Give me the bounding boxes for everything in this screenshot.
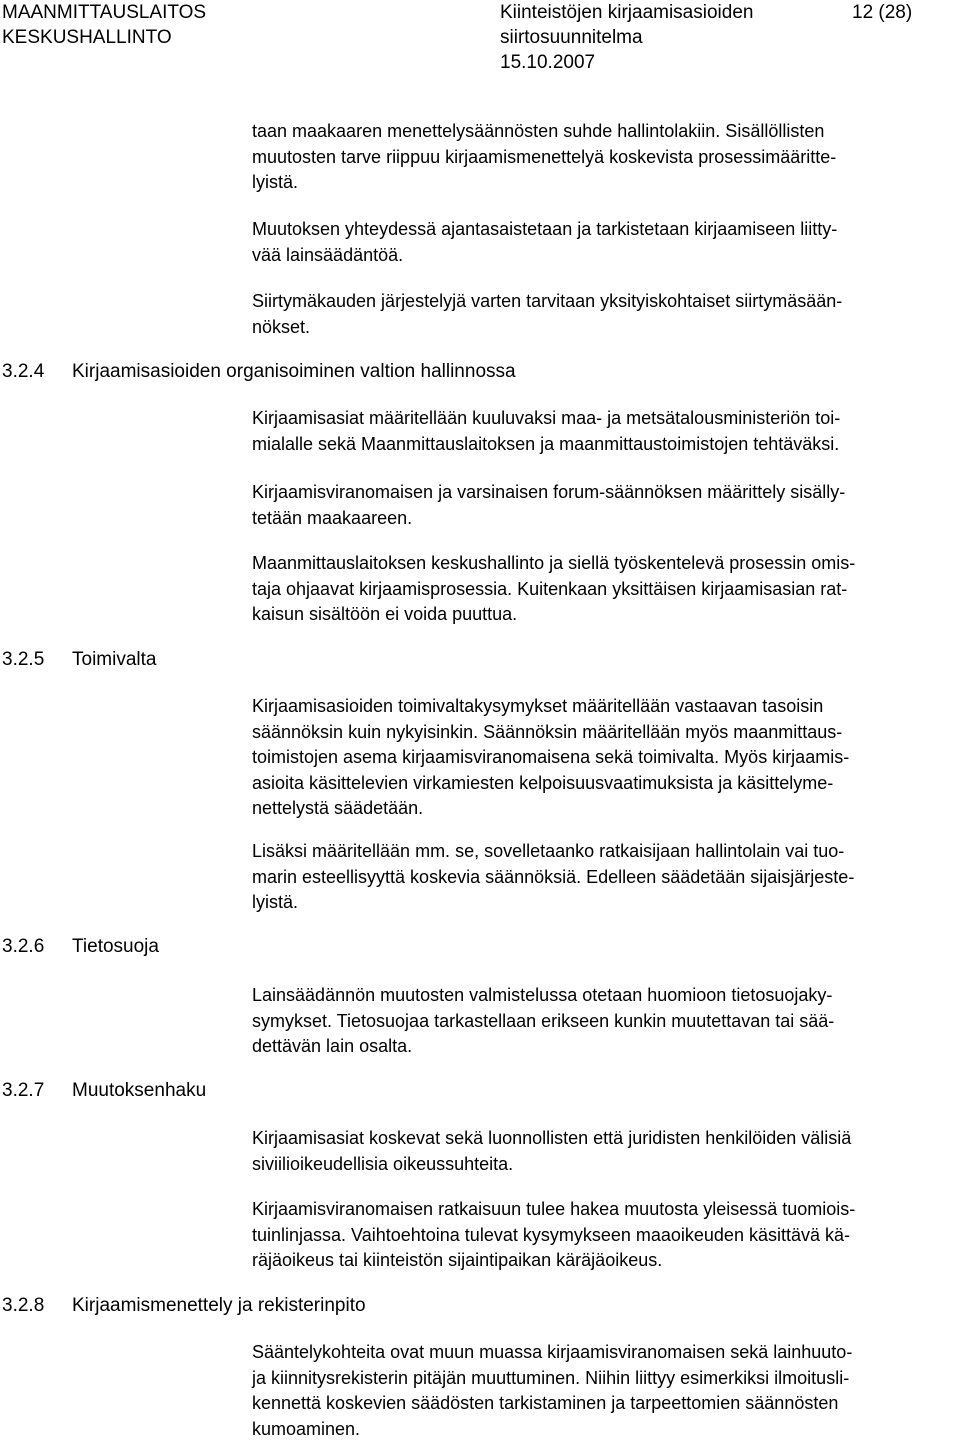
header-title-line1: Kiinteistöjen kirjaamisasioiden: [500, 0, 753, 25]
section-heading-3-2-6: [2, 935, 159, 959]
text-line: dettävän lain osalta.: [252, 1034, 960, 1060]
text-line: Kirjaamisasiat määritellään kuuluvaksi maa- ja metsätalousministeriön toi-: [252, 406, 960, 432]
section-3-2-4-paragraph-1: [252, 406, 960, 457]
text-line: räjäoikeus tai kiinteistön sijaintipaikan käräjäoikeus.: [252, 1248, 960, 1274]
text-line: kaisun sisältöön ei voida puuttua.: [252, 602, 960, 628]
section-heading-3-2-7: [2, 1079, 206, 1103]
section-3-2-8-paragraph-1: [252, 1340, 960, 1442]
section-heading-3-2-4: [2, 360, 516, 384]
text-line: lyistä.: [252, 890, 960, 916]
section-number: 3.2.8: [2, 1294, 72, 1318]
text-line: mialalle sekä Maanmittauslaitoksen ja maanmittaustoimistojen tehtäväksi.: [252, 432, 960, 458]
section-number: 3.2.7: [2, 1079, 72, 1103]
section-3-2-5-paragraph-2: [252, 839, 960, 916]
section-3-2-7-paragraph-2: [252, 1197, 960, 1274]
text-line: ja kiinnitysrekisterin pitäjän muuttuminen. Niihin liittyy esimerkiksi ilmoitusli-: [252, 1366, 960, 1392]
section-number: 3.2.6: [2, 935, 72, 959]
section-number: 3.2.5: [2, 648, 72, 672]
header-page-number: [852, 0, 912, 25]
text-line: marin esteellisyyttä koskevia säännöksiä. Edelleen säädetään sijaisjärjeste-: [252, 865, 960, 891]
text-line: tetään maakaareen.: [252, 506, 960, 532]
text-line: tuinlinjassa. Vaihtoehtoina tulevat kysymykseen maaoikeuden käsittävä kä-: [252, 1223, 960, 1249]
text-line: symykset. Tietosuojaa tarkastellaan erikseen kunkin muutettavan tai sää-: [252, 1009, 960, 1035]
header-date: 15.10.2007: [500, 50, 753, 75]
text-line: Sääntelykohteita ovat muun muassa kirjaamisviranomaisen sekä lainhuuto-: [252, 1340, 960, 1366]
intro-paragraph-3: [252, 289, 960, 340]
text-line: Kirjaamisviranomaisen ja varsinaisen forum-säännöksen määrittely sisälly-: [252, 480, 960, 506]
section-3-2-6-paragraph-1: [252, 983, 960, 1060]
text-line: taan maakaaren menettelysäännösten suhde hallintolakiin. Sisällöllisten: [252, 119, 960, 145]
text-line: Lisäksi määritellään mm. se, sovelletaanko ratkaisijaan hallintolain vai tuo-: [252, 839, 960, 865]
header-org-line2: KESKUSHALLINTO: [2, 25, 206, 50]
text-line: nettelystä säädetään.: [252, 796, 960, 822]
intro-paragraph-2: [252, 217, 960, 268]
header-organization: [2, 0, 206, 50]
section-3-2-5-paragraph-1: [252, 694, 960, 822]
text-line: Kirjaamisasiat koskevat sekä luonnollisten että juridisten henkilöiden välisiä: [252, 1126, 960, 1152]
text-line: toimistojen asema kirjaamisviranomaisena sekä toimivalta. Myös kirjaamis-: [252, 745, 960, 771]
text-line: Siirtymäkauden järjestelyjä varten tarvitaan yksityiskohtaiset siirtymäsään-: [252, 289, 960, 315]
text-line: siviilioikeudellisia oikeussuhteita.: [252, 1152, 960, 1178]
text-line: kumoaminen.: [252, 1417, 960, 1442]
header-title-line2: siirtosuunnitelma: [500, 25, 753, 50]
section-heading-3-2-8: [2, 1294, 366, 1318]
text-line: Maanmittauslaitoksen keskushallinto ja siellä työskentelevä prosessin omis-: [252, 551, 960, 577]
section-title: Kirjaamismenettely ja rekisterinpito: [72, 1295, 366, 1316]
text-line: Kirjaamisasioiden toimivaltakysymykset määritellään vastaavan tasoisin: [252, 694, 960, 720]
text-line: taja ohjaavat kirjaamisprosessia. Kuitenkaan yksittäisen kirjaamisasian rat-: [252, 577, 960, 603]
section-heading-3-2-5: [2, 648, 156, 672]
text-line: muutosten tarve riippuu kirjaamismenettelyä koskevista prosessimääritte-: [252, 145, 960, 171]
section-title: Kirjaamisasioiden organisoiminen valtion hallinnossa: [72, 361, 516, 382]
text-line: Muutoksen yhteydessä ajantasaistetaan ja tarkistetaan kirjaamiseen liitty-: [252, 217, 960, 243]
text-line: lyistä.: [252, 170, 960, 196]
text-line: vää lainsäädäntöä.: [252, 243, 960, 269]
header-document-title: [500, 0, 753, 75]
section-title: Muutoksenhaku: [72, 1080, 206, 1101]
intro-paragraph-1: [252, 119, 960, 196]
text-line: kennettä koskevien säädösten tarkistaminen ja tarpeettomien säännösten: [252, 1391, 960, 1417]
text-line: nökset.: [252, 315, 960, 341]
section-number: 3.2.4: [2, 360, 72, 384]
header-org-line1: MAANMITTAUSLAITOS: [2, 0, 206, 25]
section-title: Tietosuoja: [72, 936, 159, 957]
section-3-2-7-paragraph-1: [252, 1126, 960, 1177]
text-line: Lainsäädännön muutosten valmistelussa otetaan huomioon tietosuojaky-: [252, 983, 960, 1009]
section-title: Toimivalta: [72, 649, 156, 670]
text-line: säännöksin kuin nykyisinkin. Säännöksin määritellään myös maanmittaus-: [252, 720, 960, 746]
section-3-2-4-paragraph-3: [252, 551, 960, 628]
text-line: asioita käsittelevien virkamiesten kelpoisuusvaatimuksista ja käsittelyme-: [252, 771, 960, 797]
page-number: 12 (28): [852, 0, 912, 25]
section-3-2-4-paragraph-2: [252, 480, 960, 531]
text-line: Kirjaamisviranomaisen ratkaisuun tulee hakea muutosta yleisessä tuomiois-: [252, 1197, 960, 1223]
